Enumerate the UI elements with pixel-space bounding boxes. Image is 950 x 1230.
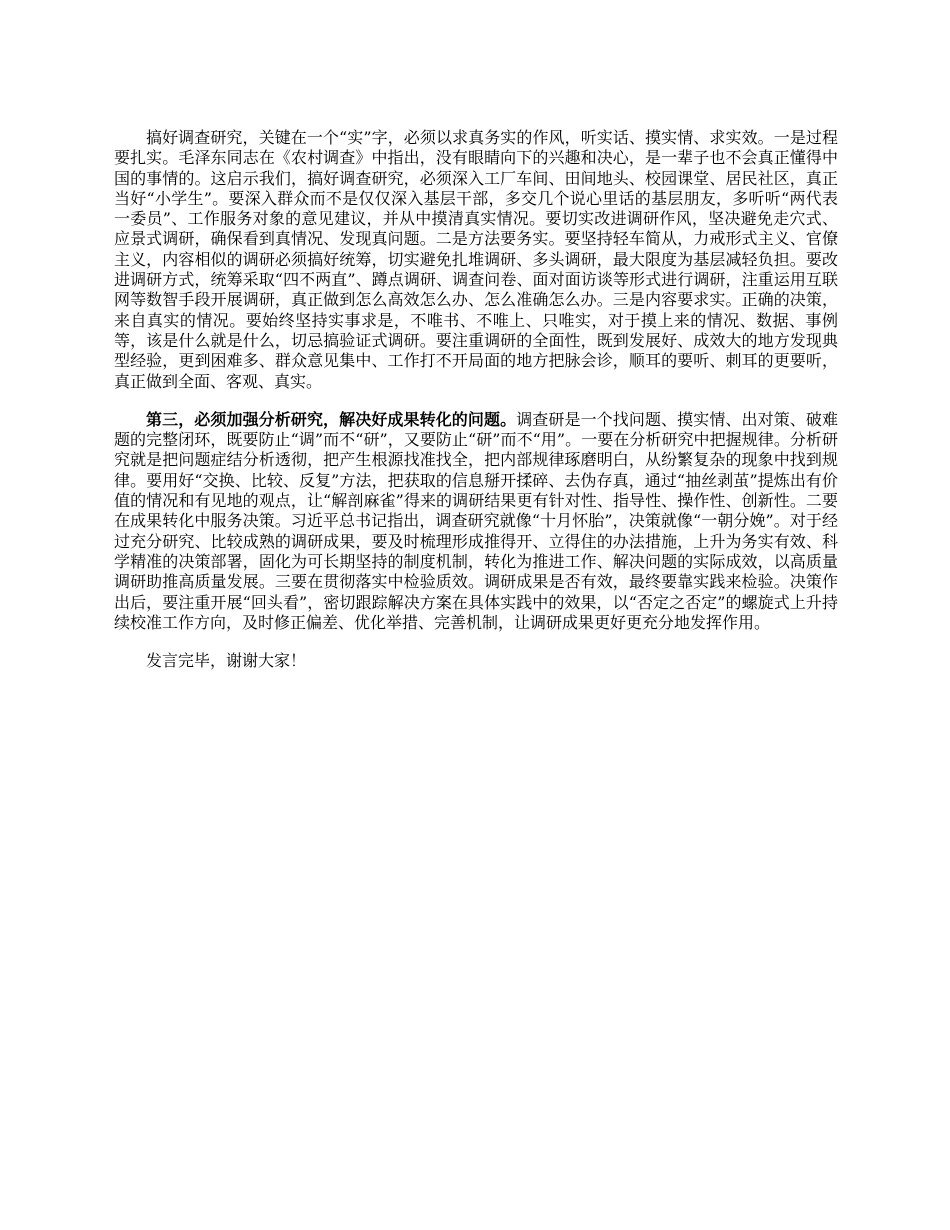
paragraph-2-text: 调查研是一个找问题、摸实情、出对策、破难题的完整闭环，既要防止“调”而不“研”，又要防止“研”而不“用”。一要在分析研究中把握规律。分析研究就是把问题症结分析透彻，把产生根源找准找全，把内部规律琢磨明白，从纷繁复杂的现象中找到规律。要用好“交换、比较、反复”方法，把获取的信息掰开揉碎、去伪存真，通过“抽丝剥茧”提炼出有价值的情况和有见地的观点，让“解剖麻雀”得来的调研结果更有针对性、指导性、操作性、创新性。二要在成果转化中服务决策。习近平总书记指出，调查研究就像“十月怀胎”，决策就像“一朝分娩”。对于经过充分研究、比较成熟的调研成果，要及时梳理形成推得开、立得住的办法措施，上升为务实有效、科学精准的决策部署，固化为可长期坚持的制度机制，转化为推进工作、解决问题的实际成效，以高质量调研助推高质量发展。三要在贯彻落实中检验质效。调研成果是否有效，最终要靠实践来检验。决策作出后，要注重开展“回头看”，密切跟踪解决方案在具体实践中的效果，以“否定之否定”的螺旋式上升持续校准工作方向，及时修正偏差、优化举措、完善机制，让调研成果更好更充分地发挥作用。 xyxy=(114,409,838,632)
paragraph-2-lead: 第三，必须加强分析研究，解决好成果转化的问题。 xyxy=(146,409,517,429)
paragraph-3 xyxy=(114,651,838,671)
document-page xyxy=(114,128,838,671)
paragraph-3-text: 发言完毕，谢谢大家！ xyxy=(146,651,307,671)
paragraph-2 xyxy=(114,410,838,633)
paragraph-1-text: 搞好调查研究，关键在一个“实”字，必须以求真务实的作风，听实话、摸实情、求实效。一是过程要扎实。毛泽东同志在《农村调查》中指出，没有眼睛向下的兴趣和决心，是一辈子也不会真正懂得中国的事情的。这启示我们，搞好调查研究，必须深入工厂车间、田间地头、校园课堂、居民社区，真正当好“小学生”。要深入群众而不是仅仅深入基层干部，多交几个说心里话的基层朋友，多听听“两代表一委员”、工作服务对象的意见建议，并从中摸清真实情况。要切实改进调研作风，坚决避免走穴式、应景式调研，确保看到真情况、发现真问题。二是方法要务实。要坚持轻车简从，力戒形式主义、官僚主义，内容相似的调研必须搞好统筹，切实避免扎堆调研、多头调研，最大限度为基层减轻负担。要改进调研方式，统筹采取“四不两直”、蹲点调研、调查问卷、面对面访谈等形式进行调研，注重运用互联网等数智手段开展调研，真正做到怎么高效怎么办、怎么准确怎么办。三是内容要求实。正确的决策，来自真实的情况。要始终坚持实事求是，不唯书、不唯上、只唯实，对于摸上来的情况、数据、事例等，该是什么就是什么，切忌搞验证式调研。要注重调研的全面性，既到发展好、成效大的地方发现典型经验，更到困难多、群众意见集中、工作打不开局面的地方把脉会诊，顺耳的要听、刺耳的更要听，真正做到全面、客观、真实。 xyxy=(114,128,838,391)
paragraph-1 xyxy=(114,128,838,392)
